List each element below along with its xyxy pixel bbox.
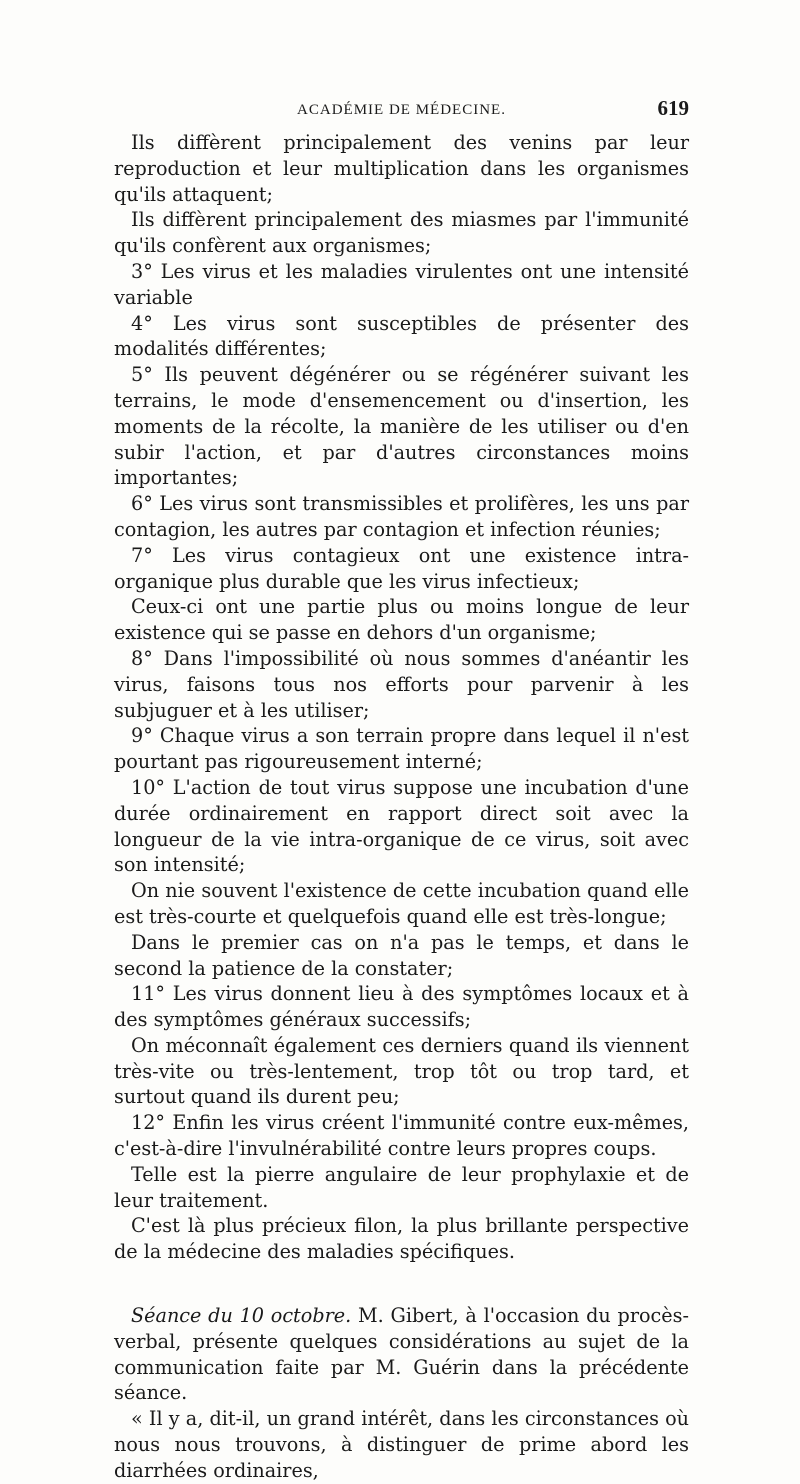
paragraph: On méconnaît également ces derniers quand ils viennent très-vite ou très-lentement, trop tôt ou trop tard, et surtout quand ils durent peu; [114,1033,689,1109]
paragraph: 3° Les virus et les maladies virulentes ont une intensité variable [114,259,689,309]
paragraph: 5° Ils peuvent dégénérer ou se régénérer suivant les terrains, le mode d'ensemencement ou d'insertion, les moments de la récolte, la manière de les utiliser ou d'en subir l'action, et par d'autres circonstances moins importantes; [114,363,689,490]
section-spacer [114,1265,689,1303]
paragraph: 11° Les virus donnent lieu à des symptômes locaux et à des symptômes généraux successifs; [114,982,689,1032]
paragraph: Ils diffèrent principalement des venins par leur reproduction et leur multiplication dans les organismes qu'ils attaquent; [114,131,689,206]
page-body [114,130,689,1484]
paragraph: 9° Chaque virus a son terrain propre dans lequel il n'est pourtant pas rigoureusement interné; [114,724,689,774]
page-header [114,96,689,130]
paragraph: 6° Les virus sont transmissibles et prolifères, les uns par contagion, les autres par contagion et infection réunies; [114,492,689,541]
seance-date: Séance du 10 octobre. [131,1304,352,1328]
quote-paragraph: « Il y a, dit-il, un grand intérêt, dans les circonstances où nous nous trouvons, à distinguer de prime abord les diarrhées ordinaires, [114,1407,689,1482]
seance-text: M. Gibert, à l'occasion du procès-verbal, présente quelques considérations au sujet de la communication faite par M. Guérin dans la précédente séance. [114,1304,689,1405]
paragraph: 12° Enfin les virus créent l'immunité contre eux-mêmes, c'est-à-dire l'invulnérabilité contre leurs propres coups. [114,1111,689,1161]
paragraph: C'est là plus précieux filon, la plus brillante perspective de la médecine des maladies spécifiques. [114,1214,689,1264]
running-title: ACADÉMIE DE MÉDECINE. [297,102,506,118]
paragraph: 7° Les virus contagieux ont une existence intra-organique plus durable que les virus infectieux; [114,543,689,593]
paragraph: Ceux-ci ont une partie plus ou moins longue de leur existence qui se passe en dehors d'un organisme; [114,595,689,645]
paragraph: 4° Les virus sont susceptibles de présenter des modalités différentes; [114,311,689,361]
paragraph: Ils diffèrent principalement des miasmes par l'immunité qu'ils confèrent aux organismes; [114,208,689,258]
paragraph: Dans le premier cas on n'a pas le temps, et dans le second la patience de la constater; [114,930,689,980]
seance-paragraph [114,1303,689,1406]
page-number: 619 [657,96,689,120]
paragraph: Telle est la pierre angulaire de leur prophylaxie et de leur traitement. [114,1162,689,1212]
paragraph: 8° Dans l'impossibilité où nous sommes d'anéantir les virus, faisons tous nos efforts pour parvenir à les subjuguer et à les utiliser; [114,646,689,722]
paragraph: On nie souvent l'existence de cette incubation quand elle est très-courte et quelquefois quand elle est très-longue; [114,879,689,928]
paragraph: 10° L'action de tout virus suppose une incubation d'une durée ordinairement en rapport direct soit avec la longueur de la vie intra-organique de ce virus, soit avec son intensité; [114,775,689,877]
